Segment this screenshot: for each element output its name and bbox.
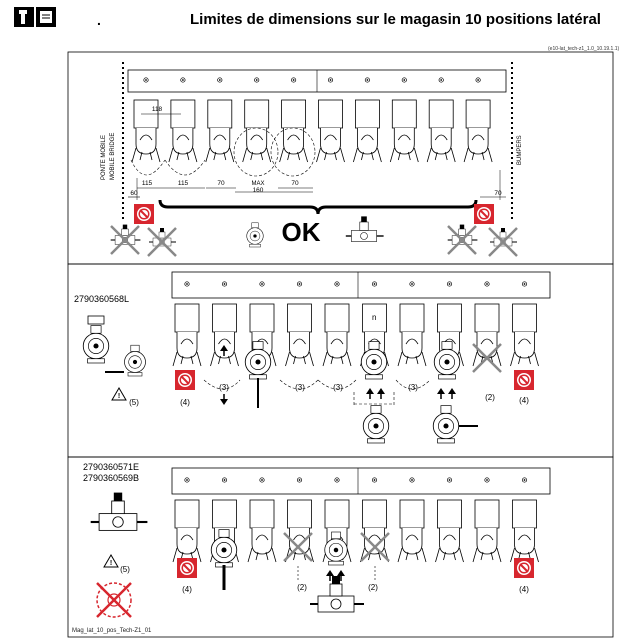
- note-p3-2-a: (2): [297, 583, 307, 592]
- mobile-bridge-line2: MOBILE BRIDGE: [110, 132, 116, 180]
- p1-bolt-4: [255, 78, 259, 82]
- p1-bolt-5: [291, 78, 295, 82]
- p2-holder-2: [211, 304, 239, 366]
- p3-bolt-5: [335, 478, 339, 482]
- dim-70-c: 70: [494, 190, 502, 197]
- p3-holder-8: [436, 500, 464, 562]
- note-p2-3-b: (3): [295, 383, 305, 392]
- panel-2: [74, 272, 550, 443]
- forbidden-sign-right: [474, 204, 494, 224]
- p2-bolt-6: [372, 282, 376, 286]
- p1-holder-5: [280, 100, 308, 162]
- p3-holder-10: [511, 500, 539, 562]
- p2-holder-10: [511, 304, 539, 366]
- footer-label: Mag_lat_10_pos_Tech-Z1_01: [72, 628, 152, 634]
- dim-70-a: 70: [217, 180, 225, 187]
- header-dot: .: [97, 12, 101, 28]
- saw-blade-forbidden-icon: [97, 583, 131, 617]
- p3-bolt-2: [222, 478, 226, 482]
- part-number-p3-b: 2790360569B: [83, 473, 140, 483]
- p3-bolt-1: [185, 478, 189, 482]
- p1-bolt-9: [439, 78, 443, 82]
- part-number-p3-a: 2790360571E: [83, 462, 140, 472]
- p2-bolt-7: [410, 282, 414, 286]
- p3-holder-1: [173, 500, 201, 562]
- dim-115-b: 115: [177, 180, 189, 187]
- ok-label: OK: [281, 217, 321, 247]
- p2-bolt-2: [222, 282, 226, 286]
- p1-holder-4: [243, 100, 271, 162]
- p1-bolt-6: [328, 78, 332, 82]
- p2-holder-1: [173, 304, 201, 366]
- p2-bolt-9: [485, 282, 489, 286]
- forbidden-sign-p3-left: [177, 558, 197, 578]
- note-p2-3-a: (3): [219, 383, 229, 392]
- p1-bolt-2: [181, 78, 185, 82]
- part-number-p2: 2790360568L: [74, 294, 130, 304]
- p3-holder-6: [361, 500, 389, 562]
- forbidden-sign-p2-left: [175, 370, 195, 390]
- p3-holder-9: [473, 500, 501, 562]
- svg-text:!: !: [117, 393, 121, 400]
- dim-160: 160: [252, 187, 264, 194]
- warning-ref-p2: (5): [129, 398, 139, 407]
- p1-bolt-8: [402, 78, 406, 82]
- p1-holder-8: [390, 100, 418, 162]
- page-title: Limites de dimensions sur le magasin 10 positions latéral: [190, 11, 601, 28]
- note-p3-4-left: (4): [182, 585, 192, 594]
- forbidden-sign-p2-right: [514, 370, 534, 390]
- p3-bolt-7: [410, 478, 414, 482]
- p1-holder-6: [317, 100, 345, 162]
- note-p2-4-right: (4): [519, 396, 529, 405]
- p1-bolt-3: [218, 78, 222, 82]
- forbidden-sign-left: [134, 204, 154, 224]
- p2-bolt-4: [297, 282, 301, 286]
- dim-max: MAX: [251, 181, 265, 187]
- mobile-bridge-label: [101, 135, 107, 180]
- panel-3: [83, 462, 550, 617]
- dim-70-b: 70: [291, 180, 299, 187]
- p3-bolt-9: [485, 478, 489, 482]
- p1-holder-9: [427, 100, 455, 162]
- p2-bolt-3: [260, 282, 264, 286]
- marker-n: n: [372, 313, 377, 322]
- p1-holder-7: [353, 100, 381, 162]
- note-p3-4-right: (4): [519, 585, 529, 594]
- p3-holder-4: [286, 500, 314, 562]
- p3-bolt-8: [447, 478, 451, 482]
- panel-1: [101, 62, 523, 256]
- note-p3-2-b: (2): [368, 583, 378, 592]
- p1-holder-2: [169, 100, 197, 162]
- p1-bolt-10: [476, 78, 480, 82]
- p3-holder-7: [398, 500, 426, 562]
- p3-holder-3: [248, 500, 276, 562]
- forbidden-sign-p3-right: [514, 558, 534, 578]
- p1-holder-3: [206, 100, 234, 162]
- p3-bolt-10: [522, 478, 526, 482]
- note-p2-4-left: (4): [180, 398, 190, 407]
- note-p2-3-c: (3): [333, 383, 343, 392]
- p3-bolt-4: [297, 478, 301, 482]
- p3-bolt-6: [372, 478, 376, 482]
- p3-bolt-3: [260, 478, 264, 482]
- p2-bolt-10: [522, 282, 526, 286]
- p2-holder-5: [323, 304, 351, 366]
- p2-holder-4: [286, 304, 314, 366]
- mobile-bridge-line1: PONTE MOBILE: [101, 134, 107, 180]
- dim-118: 118: [151, 106, 163, 113]
- p1-bolt-1: [144, 78, 148, 82]
- p2-bolt-8: [447, 282, 451, 286]
- p2-holder-7: [398, 304, 426, 366]
- dim-60: 60: [130, 190, 138, 197]
- bumpers-label: BUMPERS: [517, 135, 523, 165]
- note-p2-3-d: (3): [408, 383, 418, 392]
- warning-ref-p3: (5): [120, 565, 130, 574]
- p1-holder-10: [464, 100, 492, 162]
- note-p2-2: (2): [485, 393, 495, 402]
- p1-bolt-7: [365, 78, 369, 82]
- p2-bolt-5: [335, 282, 339, 286]
- reference-code: (e10-lat_tech-z1_1.0_10.19.1.1): [548, 46, 620, 52]
- p2-bolt-1: [185, 282, 189, 286]
- svg-text:!: !: [109, 560, 113, 567]
- dim-115-a: 115: [141, 180, 153, 187]
